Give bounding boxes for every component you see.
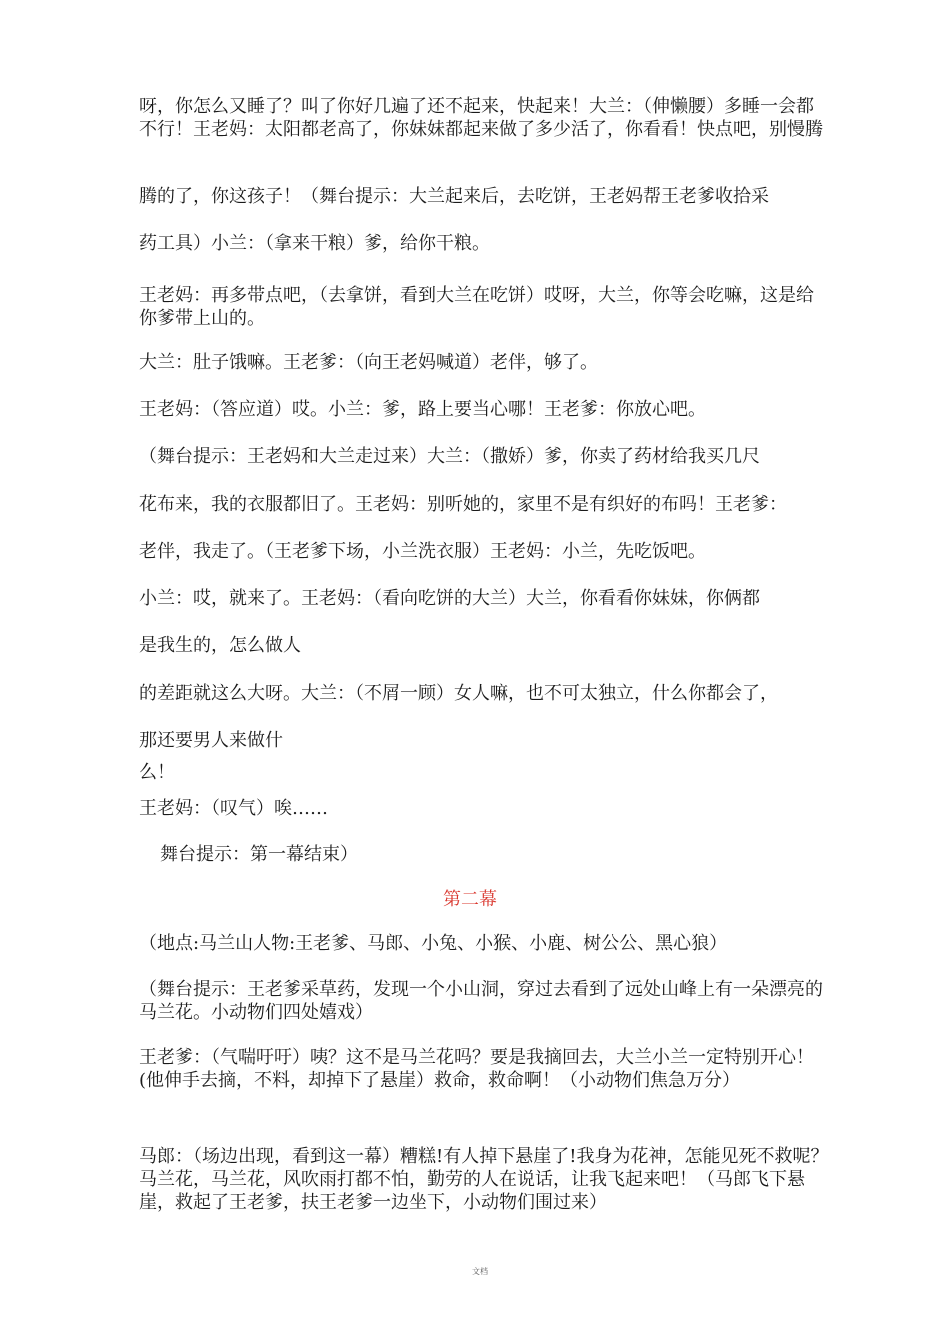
paragraph-10: 小兰：哎，就来了。王老妈：（看向吃饼的大兰）大兰，你看看你妹妹，你俩都	[139, 588, 760, 609]
paragraph-14: 么！	[139, 762, 175, 783]
paragraph-18: （舞台提示：王老爹采草药，发现一个小山洞，穿过去看到了远处山峰上有一朵漂亮的马兰花。小动物们四处嬉戏）	[139, 979, 823, 1023]
paragraph-3: 药工具）小兰：（拿来干粮）爹，给你干粮。	[139, 233, 490, 254]
paragraph-5: 大兰：肚子饿嘛。王老爹：（向王老妈喊道）老伴，够了。	[139, 352, 598, 373]
paragraph-6: 王老妈：（答应道）哎。小兰：爹，路上要当心哪！王老爹：你放心吧。	[139, 399, 706, 420]
paragraph-1: 呀，你怎么又睡了？叫了你好几遍了还不起来，快起来！大兰：（伸懒腰）多睡一会都不行！王老妈：太阳都老高了，你妹妹都起来做了多少活了，你看看！快点吧，别慢腾	[139, 96, 823, 140]
page-footer: 文档	[472, 1267, 488, 1276]
paragraph-20: 马郎：（场边出现，看到这一幕）糟糕!有人掉下悬崖了!我身为花神，怎能见死不救呢？马兰花，马兰花，风吹雨打都不怕，勤劳的人在说话，让我飞起来吧！（马郎飞下悬崖，救起了王老爹，扶王老爹一边坐下，小动物们围过来）	[139, 1146, 829, 1213]
section-heading: 第二幕	[443, 889, 497, 910]
paragraph-7: （舞台提示：王老妈和大兰走过来）大兰：（撒娇）爹，你卖了药材给我买几尺	[139, 446, 760, 467]
paragraph-16: 舞台提示：第一幕结束）	[160, 844, 358, 865]
paragraph-8: 花布来，我的衣服都旧了。王老妈：别听她的，家里不是有织好的布吗！王老爹：	[139, 494, 787, 515]
paragraph-13: 那还要男人来做什	[139, 730, 283, 751]
paragraph-4: 王老妈：再多带点吧，（去拿饼，看到大兰在吃饼）哎呀，大兰，你等会吃嘛，这是给你爹带上山的。	[139, 285, 814, 329]
paragraph-12: 的差距就这么大呀。大兰：（不屑一顾）女人嘛，也不可太独立，什么你都会了，	[139, 683, 778, 704]
paragraph-19: 王老爹：（气喘吁吁）咦？这不是马兰花吗？要是我摘回去，大兰小兰一定特别开心！(他伸手去摘，不料，却掉下了悬崖）救命，救命啊！（小动物们焦急万分）	[139, 1047, 814, 1091]
paragraph-15: 王老妈：（叹气）唉……	[139, 798, 328, 819]
paragraph-2: 腾的了，你这孩子！（舞台提示：大兰起来后，去吃饼，王老妈帮王老爹收拾采	[139, 186, 769, 207]
paragraph-11: 是我生的，怎么做人	[139, 635, 301, 656]
paragraph-9: 老伴，我走了。（王老爹下场，小兰洗衣服）王老妈：小兰，先吃饭吧。	[139, 541, 706, 562]
paragraph-17: （地点:马兰山人物:王老爹、马郎、小兔、小猴、小鹿、树公公、黑心狼）	[139, 933, 728, 954]
